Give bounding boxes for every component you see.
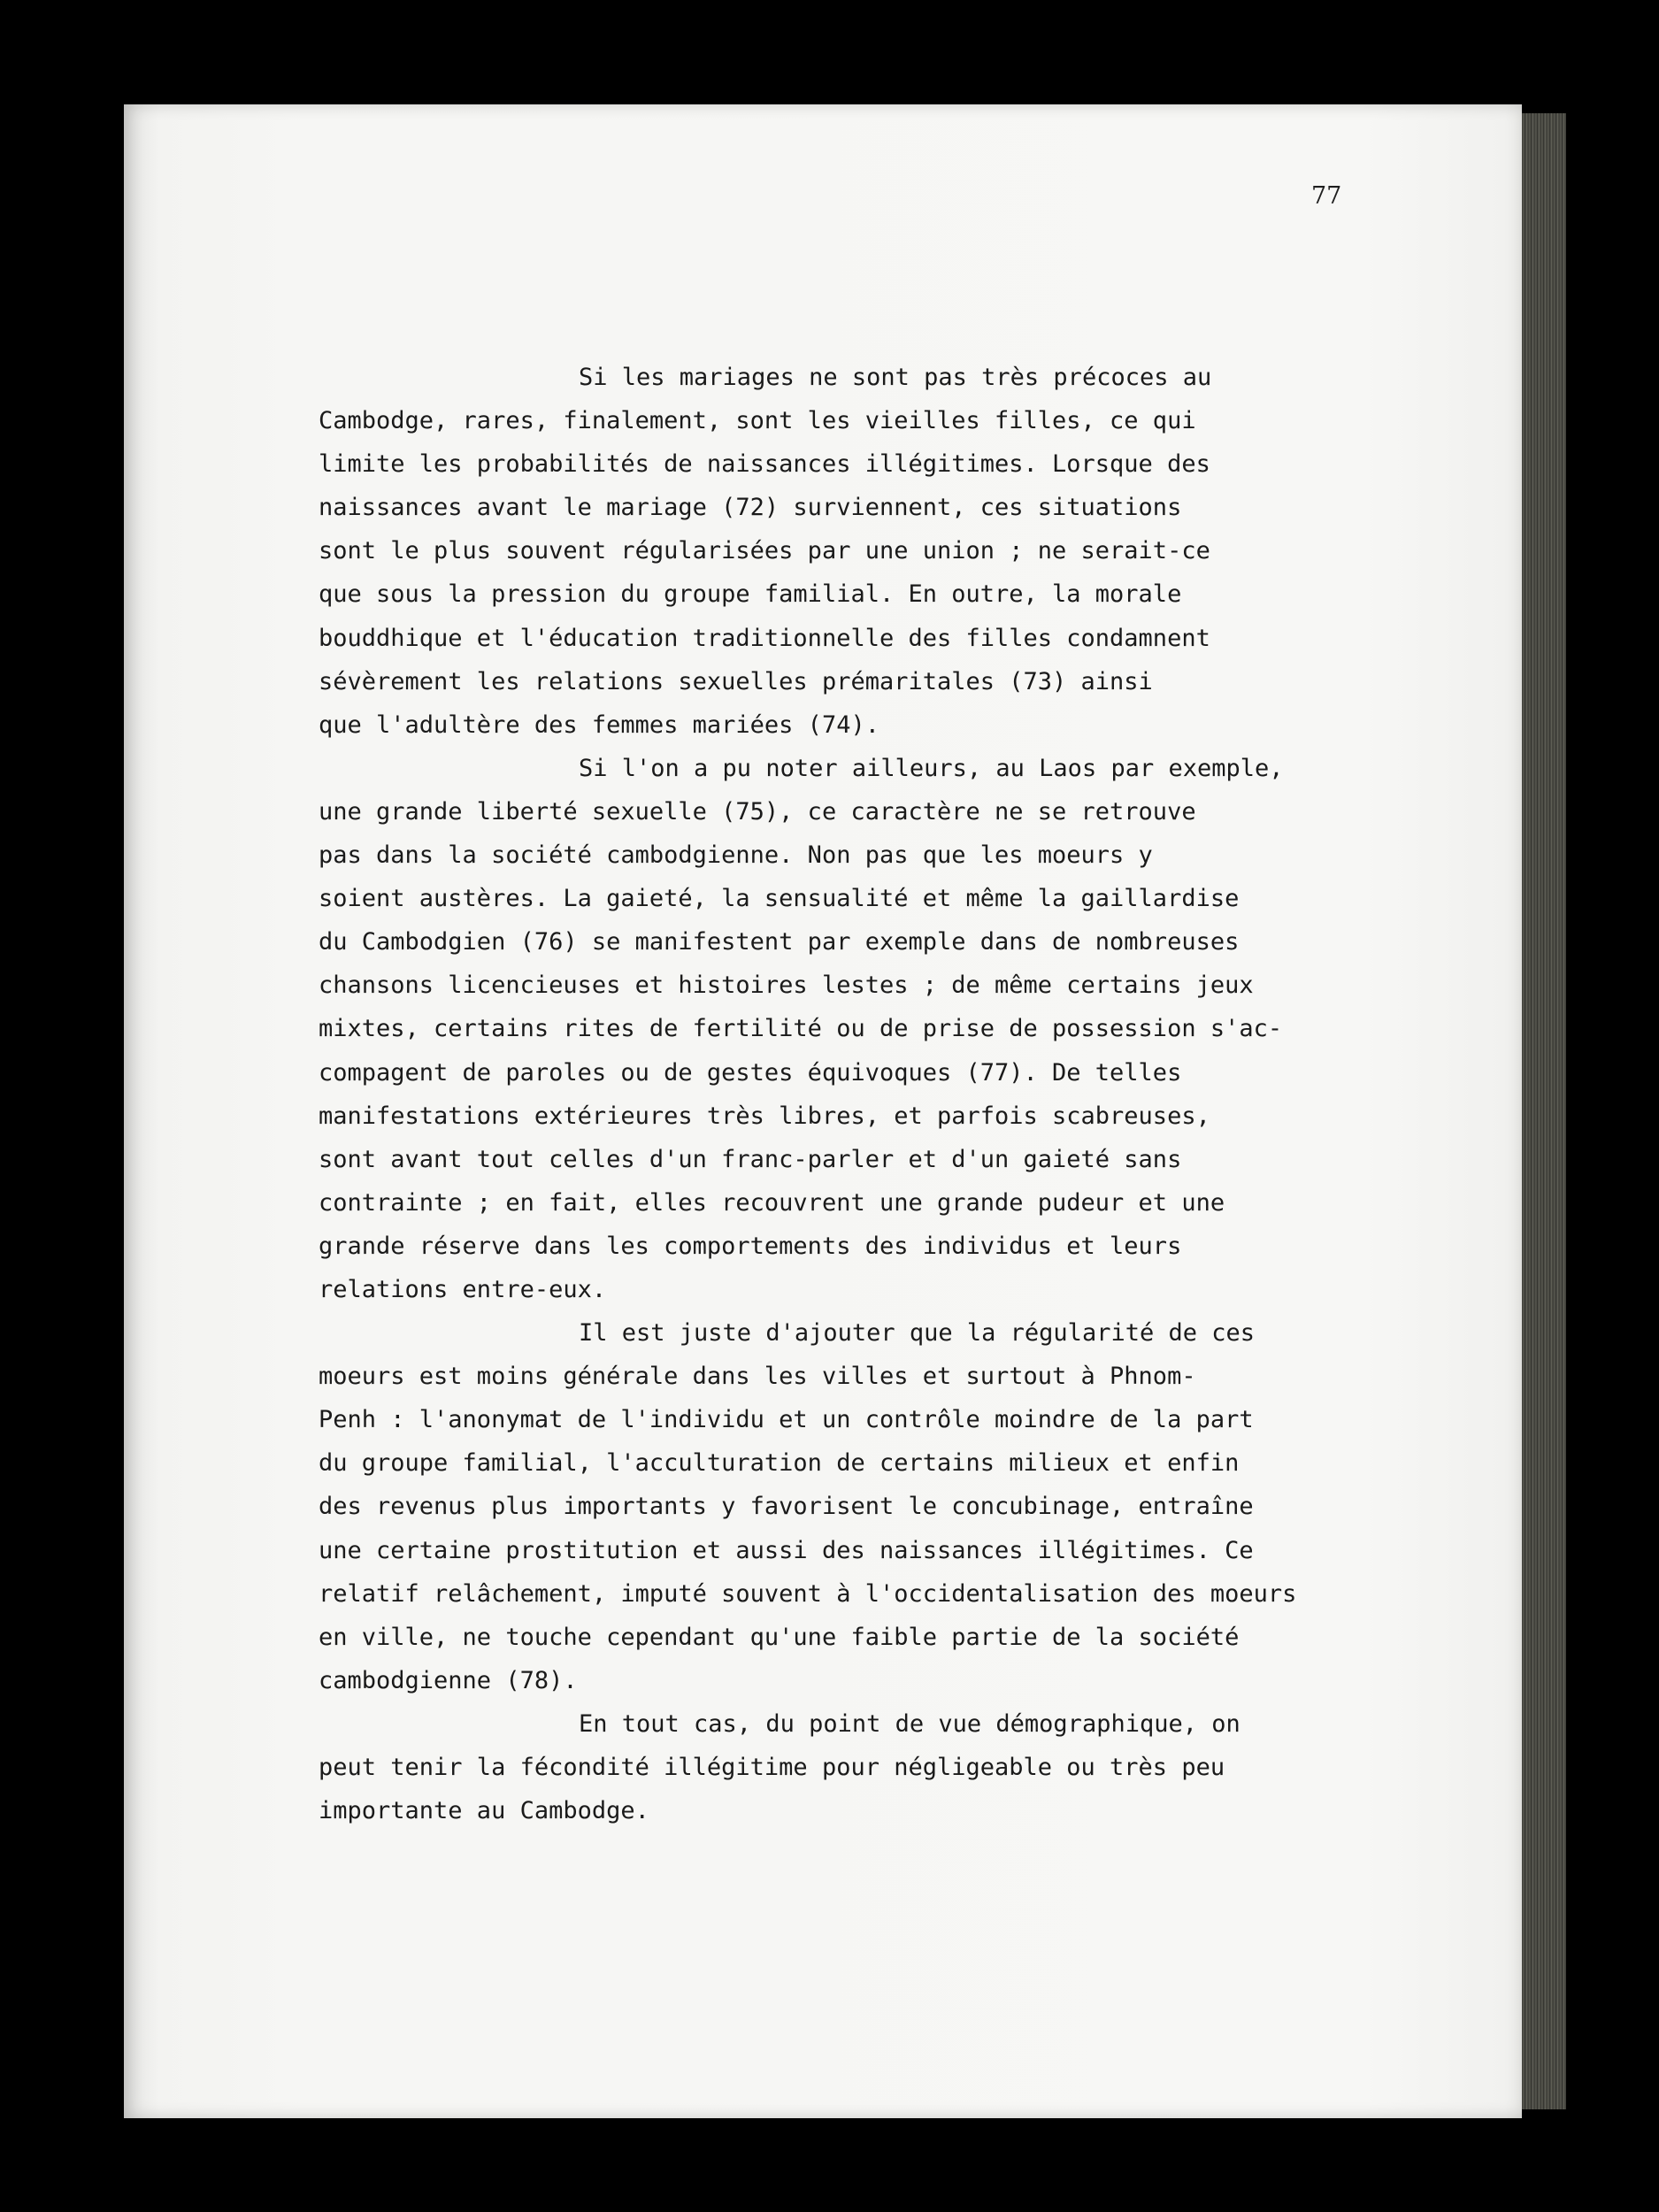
text-line: grande réserve dans les comportements des individus et leurs: [319, 1232, 1182, 1260]
text-line: une certaine prostitution et aussi des naissances illégitimes. Ce: [319, 1536, 1254, 1564]
text-line: relations entre-eux.: [319, 1275, 607, 1303]
text-line: Penh : l'anonymat de l'individu et un contrôle moindre de la part: [319, 1406, 1254, 1434]
text-line: sont avant tout celles d'un franc-parler et d'un gaieté sans: [319, 1145, 1182, 1173]
text-line: du groupe familial, l'acculturation de certains milieux et enfin: [319, 1449, 1240, 1478]
text-line: naissances avant le mariage (72) surviennent, ces situations: [319, 494, 1182, 522]
text-line: que sous la pression du groupe familial. En outre, la morale: [319, 580, 1182, 609]
page-number: 77: [1311, 182, 1342, 210]
text-line: peut tenir la fécondité illégitime pour négligeable ou très peu: [319, 1754, 1225, 1781]
text-line: chansons licencieuses et histoires lestes ; de même certains jeux: [319, 972, 1254, 1000]
text-line: En tout cas, du point de vue démographique, on: [579, 1709, 1240, 1738]
text-line: Si l'on a pu noter ailleurs, au Laos par exemple,: [579, 754, 1284, 782]
text-line: Si les mariages ne sont pas très précoces au: [579, 364, 1212, 391]
text-line: mixtes, certains rites de fertilité ou de prise de possession s'ac-: [319, 1015, 1283, 1043]
body-text: [319, 356, 1340, 1832]
text-line: importante au Cambodge.: [319, 1797, 649, 1825]
text-line: sont le plus souvent régularisées par une union ; ne serait-ce: [319, 537, 1210, 565]
text-line: manifestations extérieures très libres, et parfois scabreuses,: [319, 1102, 1210, 1130]
text-line: des revenus plus importants y favorisent le concubinage, entraîne: [319, 1493, 1254, 1521]
book-page-edges: [1522, 113, 1566, 2109]
text-line: du Cambodgien (76) se manifestent par exemple dans de nombreuses: [319, 928, 1240, 956]
text-line: compagent de paroles ou de gestes équivoques (77). De telles: [319, 1058, 1182, 1087]
text-line: que l'adultère des femmes mariées (74).: [319, 710, 879, 739]
text-line: moeurs est moins générale dans les villes et surtout à Phnom-: [319, 1363, 1196, 1391]
text-line: pas dans la société cambodgienne. Non pas que les moeurs y: [319, 841, 1153, 870]
text-line: Cambodge, rares, finalement, sont les vieilles filles, ce qui: [319, 407, 1196, 435]
text-line: bouddhique et l'éducation traditionnelle des filles condamnent: [319, 624, 1210, 652]
text-line: contrainte ; en fait, elles recouvrent une grande pudeur et une: [319, 1188, 1225, 1217]
text-line: en ville, ne touche cependant qu'une faible partie de la société: [319, 1623, 1240, 1651]
text-line: limite les probabilités de naissances illégitimes. Lorsque des: [319, 450, 1210, 479]
text-line: relatif relâchement, imputé souvent à l'occidentalisation des moeurs: [319, 1579, 1297, 1608]
text-line: une grande liberté sexuelle (75), ce caractère ne se retrouve: [319, 797, 1196, 826]
text-line: cambodgienne (78).: [319, 1666, 578, 1694]
text-line: soient austères. La gaieté, la sensualité et même la gaillardise: [319, 885, 1240, 913]
text-line: sévèrement les relations sexuelles prémaritales (73) ainsi: [319, 667, 1153, 695]
text-line: Il est juste d'ajouter que la régularité de ces: [579, 1319, 1256, 1348]
